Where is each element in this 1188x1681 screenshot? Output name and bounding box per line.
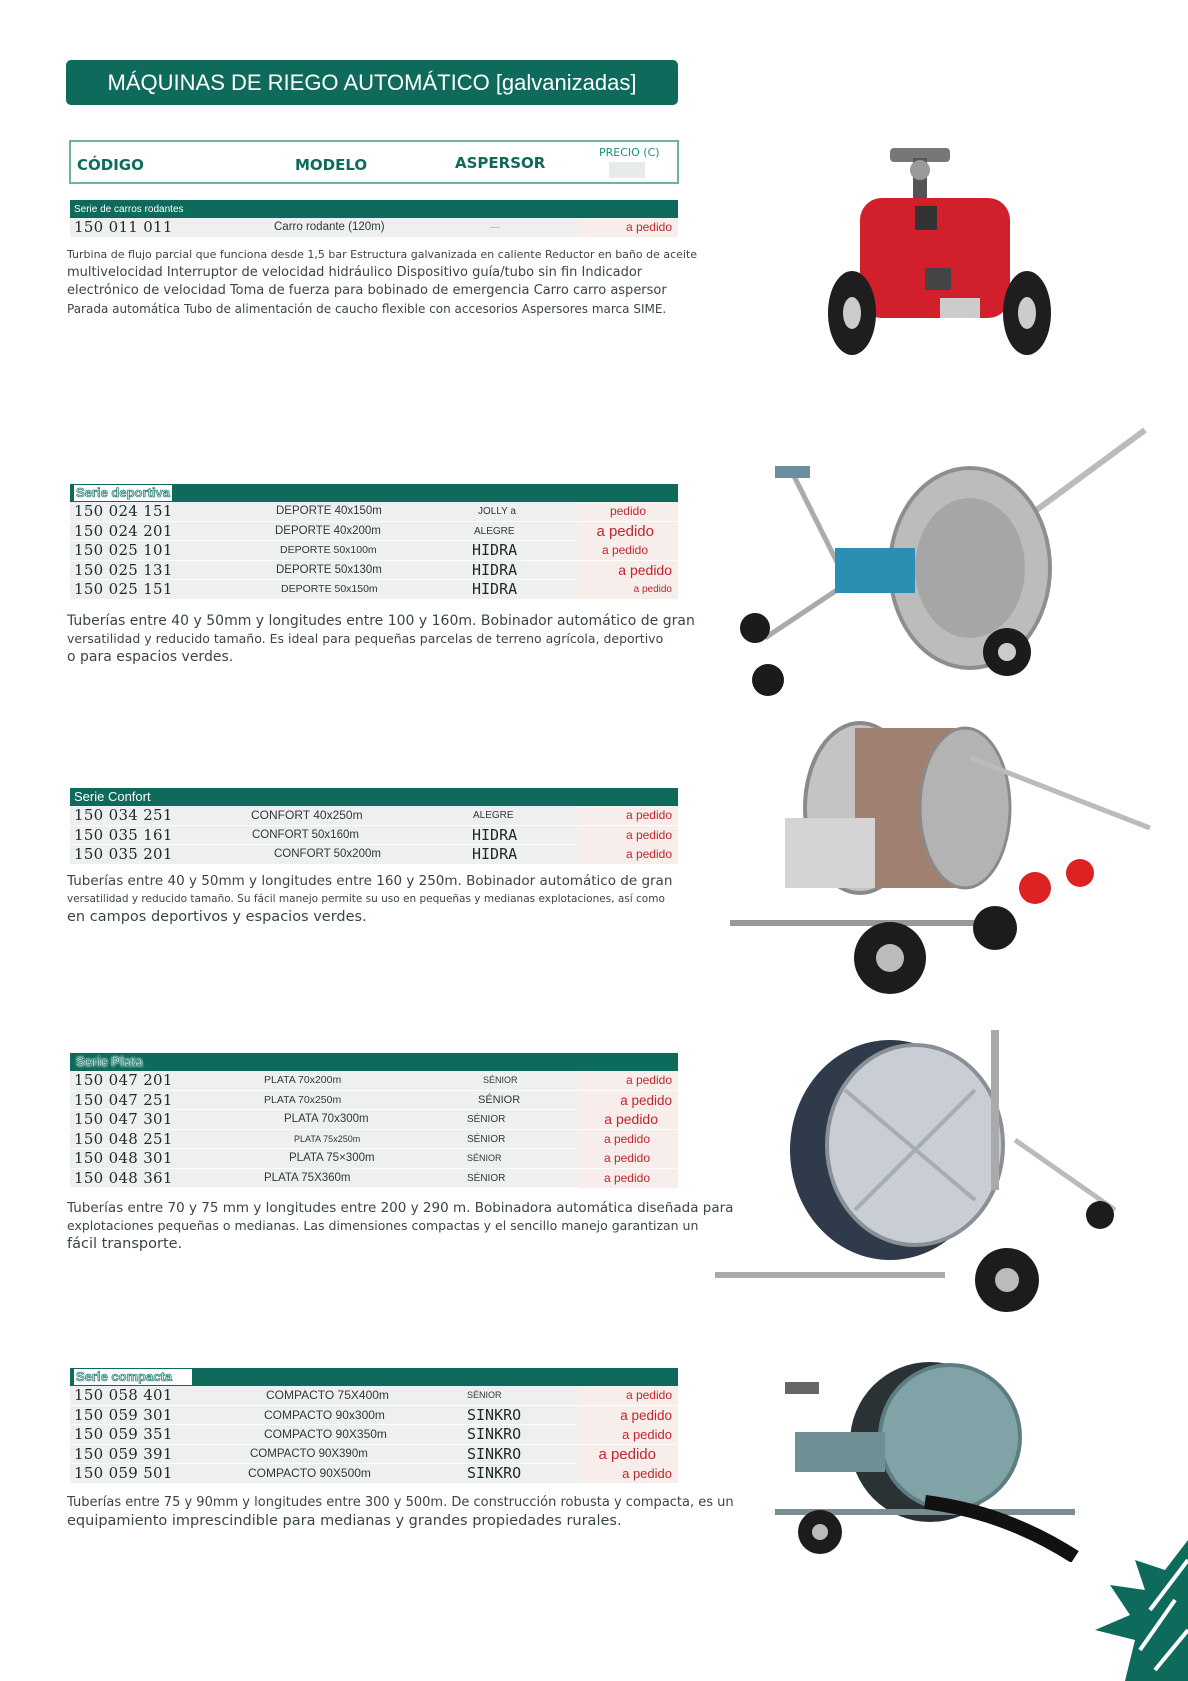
row-sprinkler: HIDRA [472,845,518,863]
row-sprinkler: HIDRA [472,560,518,579]
table-row [70,806,678,826]
series-bar [70,484,678,502]
series-confort [70,788,678,865]
table-header [69,140,679,184]
row-model: CONFORT 50x200m [274,848,381,860]
row-sprinkler: HIDRA [472,541,518,559]
row-price: a pedido [598,1445,656,1463]
row-code: 150 048 301 [74,1149,173,1167]
table-row [70,522,678,542]
row-sprinkler: ALEGRE [473,810,514,821]
row-sprinkler: SÉNIOR [483,1075,518,1085]
table-row [70,541,678,561]
series-bar [70,200,678,218]
row-price: a pedido [596,522,654,540]
row-model: PLATA 70x250m [264,1093,342,1106]
row-price: pedido [609,504,646,518]
row-code: 150 059 501 [74,1464,173,1482]
table-row [70,1130,678,1150]
row-price: a pedido [622,1427,672,1442]
row-sprinkler: — [490,222,500,233]
serie-compacta-image [775,1362,1080,1562]
table-row [70,218,678,238]
table-row [70,1406,678,1426]
row-code: 150 059 391 [74,1444,173,1463]
row-price: a pedido [625,1073,672,1087]
table-row [70,1169,678,1189]
row-code: 150 048 361 [74,1168,173,1187]
row-code: 150 011 011 [74,218,173,236]
row-price: a pedido [622,1466,672,1481]
row-code: 150 058 401 [74,1386,173,1404]
table-row [70,1464,678,1484]
table-row [70,580,678,600]
row-code: 150 034 251 [74,806,173,824]
row-code: 150 047 251 [74,1090,173,1109]
table-row [70,561,678,581]
serie-deportiva-image [735,428,1150,698]
table-row [70,1386,678,1406]
row-sprinkler: ALEGRE [474,525,515,537]
row-code: 150 025 151 [74,580,173,598]
row-model: DEPORTE 50x150m [281,583,378,595]
row-sprinkler: SINKRO [467,1444,522,1463]
table-row [70,1445,678,1465]
row-price: a pedido [625,827,672,842]
row-model: DEPORTE 40x150m [276,505,382,517]
table-row [70,1071,678,1091]
row-price: a pedido [601,543,648,557]
row-model: COMPACTO 90x300m [264,1407,385,1422]
row-model: COMPACTO 90X500m [248,1466,371,1480]
series-description: Tuberías entre 40 y 50mm y longitudes entre 160 y 250m. Bobinador automático de gran versatilidad y reducido tamaño. Su fácil manejo permite su uso en pequeñas y medianas explotaciones, así como en campos deportivos y espacios verdes. [67,873,673,925]
series-deportiva [70,484,678,600]
row-sprinkler: SINKRO [467,1464,522,1482]
row-model: COMPACTO 90X350m [264,1427,387,1441]
row-price: a pedido [620,1407,672,1423]
row-sprinkler: JOLLY a [478,506,516,517]
row-price: a pedido [625,847,672,861]
row-price: a pedido [625,1388,672,1402]
serie-confort-image [730,718,1160,1008]
row-model: DEPORTE 50x130m [276,563,382,576]
row-price: a pedido [620,1092,672,1108]
row-model: PLATA 70x200m [264,1074,342,1086]
leaf-icon [1055,1540,1188,1681]
row-sprinkler: SÉNIOR [467,1390,502,1400]
row-model: DEPORTE 40x200m [275,524,381,537]
row-model: DEPORTE 50x100m [280,544,377,556]
row-price: a pedido [625,220,672,234]
row-code: 150 047 201 [74,1071,173,1089]
row-price: a pedido [603,1131,650,1146]
row-price: a pedido [603,1151,650,1165]
row-code: 150 024 151 [74,502,173,520]
row-model: PLATA 70x300m [284,1113,369,1125]
row-code: 150 025 131 [74,560,173,579]
row-model: PLATA 75x250m [294,1133,361,1144]
table-row [70,1149,678,1169]
series-label: Serie deportiva [76,485,170,500]
row-sprinkler: SÉNIOR [467,1114,506,1125]
row-model: Carro rodante (120m) [274,221,385,233]
row-model: COMPACTO 75X400m [266,1388,389,1402]
series-plata [70,1053,678,1188]
series-label: Serie Confort [74,789,151,804]
row-price: a pedido [603,1170,650,1185]
series-description: Tuberías entre 75 y 90mm y longitudes entre 300 y 500m. De construcción robusta y compacta, es un equipamiento imprescindible para medianas y grandes propiedades rurales. [67,1495,734,1529]
row-sprinkler: HIDRA [472,580,518,598]
row-model: PLATA 75X360m [264,1171,351,1184]
row-code: 150 047 301 [74,1110,173,1128]
carro-rodante-image [820,148,1060,368]
row-model: CONFORT 50x160m [252,828,359,841]
series-description: Tuberías entre 70 y 75 mm y longitudes entre 200 y 290 m. Bobinadora automática diseñada para explotaciones pequeñas o medianas. Las dimensiones compactas y el sencillo manejo garantizan un fácil transporte. [67,1200,734,1252]
series-bar [70,1368,678,1386]
series-label: Serie compacta [74,1369,192,1385]
row-code: 150 059 301 [74,1405,173,1424]
row-model: COMPACTO 90X390m [250,1447,368,1460]
series-label: Serie de carros rodantes [74,204,184,215]
table-row [70,826,678,846]
row-sprinkler: SÉNIOR [467,1153,502,1163]
row-sprinkler: SINKRO [467,1405,522,1424]
header-precio-swatch [609,162,645,178]
series-bar [70,788,678,806]
row-sprinkler: SINKRO [467,1425,522,1443]
row-code: 150 025 101 [74,541,173,559]
header-precio: PRECIO (C) [599,146,660,159]
row-model: CONFORT 40x250m [251,808,363,822]
table-row [70,1110,678,1130]
row-sprinkler: SÉNIOR [467,1133,506,1145]
row-code: 150 035 201 [74,845,173,863]
row-price: a pedido [618,561,672,578]
row-code: 150 048 251 [74,1129,173,1148]
row-code: 150 059 351 [74,1425,173,1443]
header-aspersor: ASPERSOR [455,154,546,172]
table-row [70,502,678,522]
row-price: a pedido [633,584,672,595]
row-code: 150 024 201 [74,521,173,540]
series-carros [70,200,678,238]
table-row [70,1425,678,1445]
row-code: 150 035 161 [74,825,173,844]
table-row [70,1091,678,1111]
table-row [70,845,678,865]
header-codigo: CÓDIGO [77,156,144,174]
row-price: a pedido [625,808,672,822]
series-compacta [70,1368,678,1484]
row-sprinkler: SÉNIOR [467,1172,506,1184]
row-sprinkler: HIDRA [472,825,518,844]
series-description: Tuberías entre 40 y 50mm y longitudes entre 100 y 160m. Bobinador automático de gran versatilidad y reducido tamaño. Es ideal para pequeñas parcelas de terreno agrícola, deportivo o para espacios verdes. [67,613,695,665]
page-title: MÁQUINAS DE RIEGO AUTOMÁTICO [galvanizadas] [66,60,678,105]
row-price: a pedido [604,1111,658,1127]
series-label: Serie Plata [76,1054,143,1069]
series-description: Turbina de flujo parcial que funciona desde 1,5 bar Estructura galvanizada en caliente Reductor en baño de aceite multivelocidad Interruptor de velocidad hidráulico Dispositivo guía/tubo sin fin Indicador electrónico de velocidad Toma de fuerza para bobinado de emergencia Carro carro aspersor Parada automática Tubo de alimentación de caucho flexible con accesorios Aspersores marca SIME. [67,248,698,316]
serie-plata-image [715,1030,1130,1315]
row-sprinkler: SÉNIOR [478,1093,521,1106]
header-modelo: MODELO [295,156,368,174]
series-bar [70,1053,678,1071]
row-model: PLATA 75×300m [289,1152,375,1164]
